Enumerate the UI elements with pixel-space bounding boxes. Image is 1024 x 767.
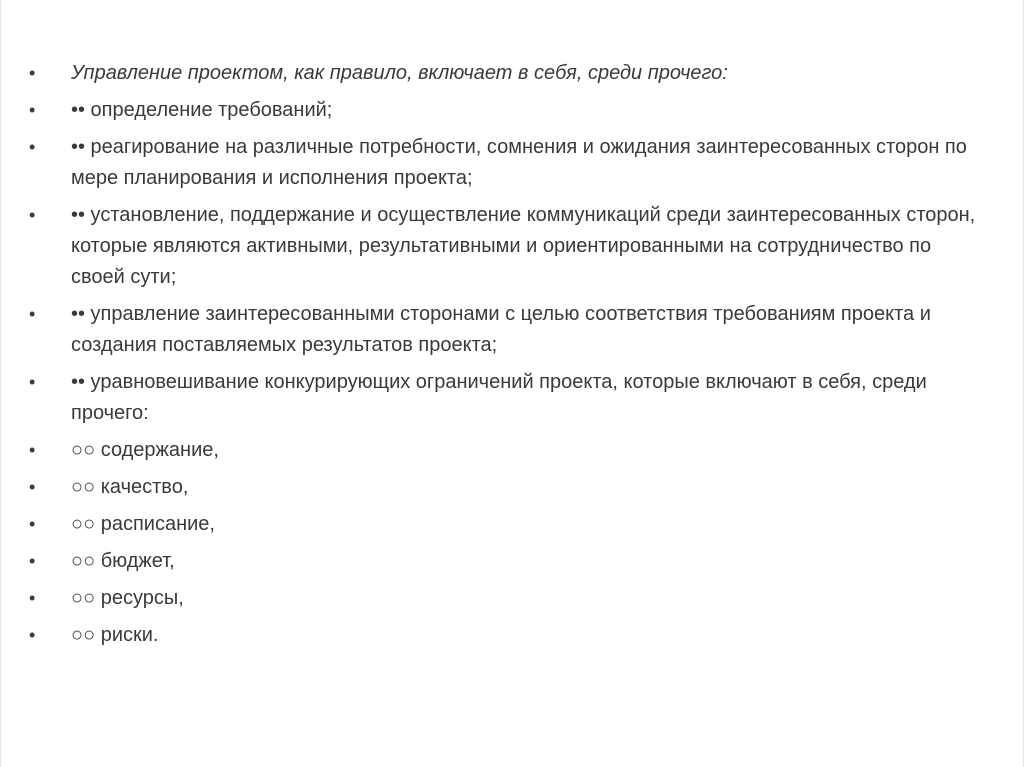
bullet-marker: • [29,551,36,571]
list-item-text: •• установление, поддержание и осуществление коммуникаций среди заинтересованных сторон, которые являются активными, результативными и ориентированными на сотрудничество по своей сути; [71,204,976,288]
list-item [29,583,989,614]
list-item-text: ○○ риски. [71,624,159,646]
bullet-marker: • [29,588,36,608]
list-item [29,299,989,361]
bullet-marker: • [29,63,36,83]
list-item [29,620,989,651]
list-item [29,95,989,126]
list-item [29,58,989,89]
list-item-text: ○○ качество, [71,476,189,498]
list-item-text: •• уравновешивание конкурирующих ограничений проекта, которые включают в себя, среди прочего: [71,371,927,424]
bullet-marker: • [29,440,36,460]
list-item [29,132,989,194]
list-item [29,200,989,293]
bullet-marker: • [29,205,36,225]
list-item [29,509,989,540]
bullet-marker: • [29,514,36,534]
bullet-marker: • [29,304,36,324]
bullet-marker: • [29,477,36,497]
list-item-text: •• реагирование на различные потребности, сомнения и ожидания заинтересованных сторон по мере планирования и исполнения проекта; [71,136,967,189]
list-item [29,472,989,503]
list-item-text: ○○ бюджет, [71,550,175,572]
list-item-text: •• управление заинтересованными сторонами с целью соответствия требованиям проекта и создания поставляемых результатов проекта; [71,303,931,356]
bullet-marker: • [29,137,36,157]
list-item-text: ○○ ресурсы, [71,587,184,609]
list-item-text: •• определение требований; [71,99,333,121]
list-item [29,546,989,577]
bullet-marker: • [29,372,36,392]
list-item-text: ○○ содержание, [71,439,219,461]
list-item [29,435,989,466]
list-item [29,367,989,429]
list-item-text: ○○ расписание, [71,513,215,535]
bullet-list [29,58,989,657]
list-item-text: Управление проектом, как правило, включает в себя, среди прочего: [71,62,728,84]
bullet-marker: • [29,625,36,645]
bullet-marker: • [29,100,36,120]
